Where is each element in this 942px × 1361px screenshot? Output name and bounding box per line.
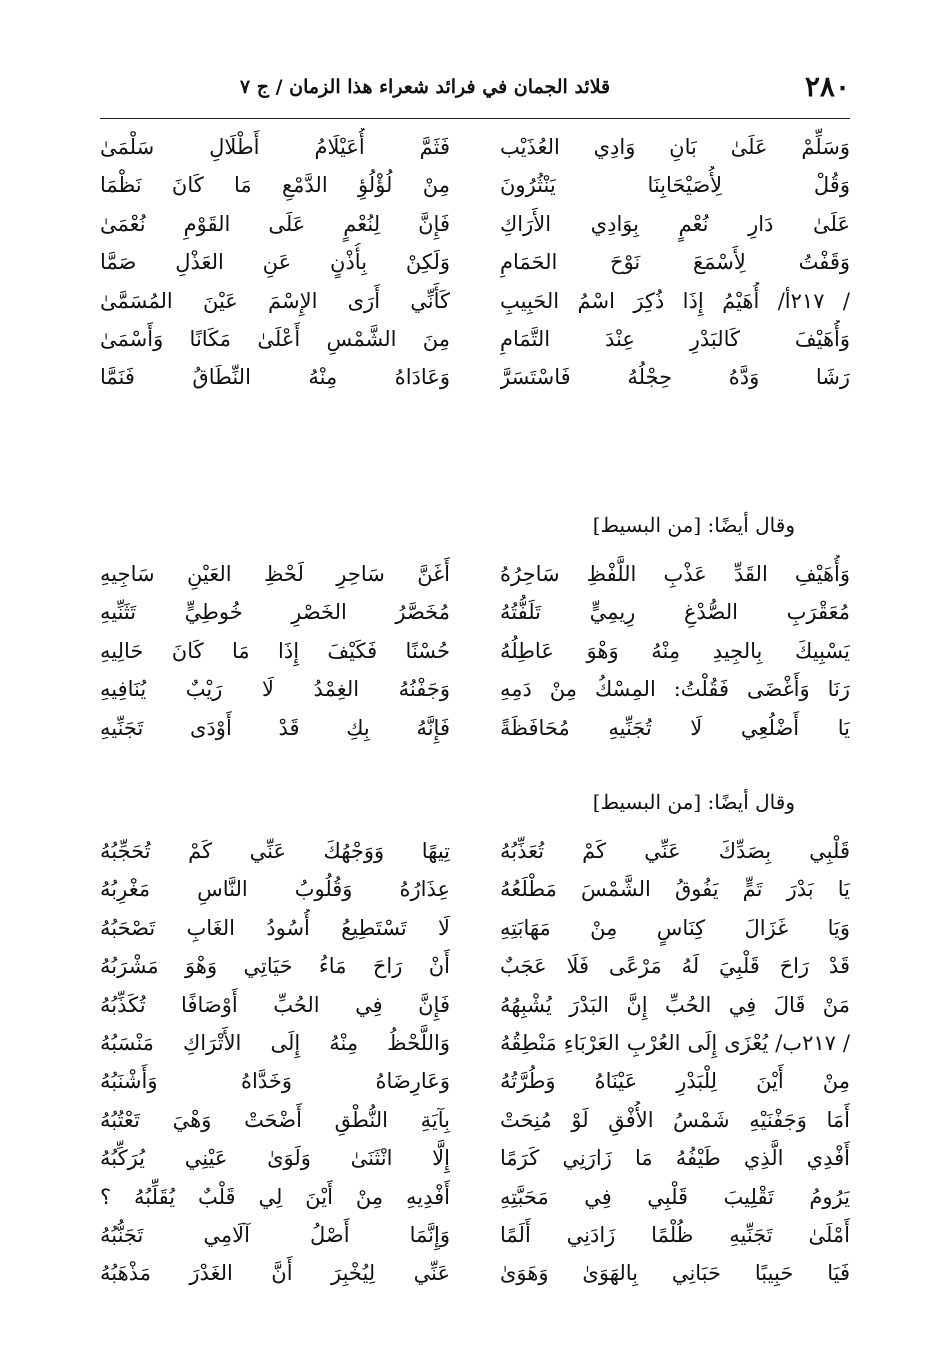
- verse-second-hemistich: حُسْنًا فَكَيْفَ إِذَا مَا كَانَ حَالِيهِ: [100, 638, 450, 663]
- verse-row: [100, 1216, 850, 1254]
- verse-second-hemistich: فَإِنَّ لِنُعْمٍ عَلَى القَوْمِ نُعْمَىٰ: [100, 211, 450, 236]
- verse-first-hemistich: فَيَا حَبِيبًا حَبَانِي بِالهَوَىٰ وَهَوَىٰ: [500, 1261, 850, 1286]
- verse-row: [100, 1139, 850, 1177]
- verse-second-hemistich: مِنَ الشَّمْسِ أَعْلَىٰ مَكَانًا وَأَسْمَىٰ: [100, 327, 450, 351]
- verse-row: [100, 166, 850, 204]
- verse-row: [100, 670, 850, 708]
- page-number: ٢٨٠: [804, 70, 850, 103]
- verse-row: [100, 709, 850, 747]
- verse-second-hemistich: عِذَارُهُ وَقُلُوبُ النَّاسِ مَغْرِبُهُ: [100, 877, 450, 902]
- verse-first-hemistich: رَنَا وَأَغْضَى فَقُلْتُ: المِسْكُ مِنْ دَمِهِ: [500, 677, 850, 702]
- verse-second-hemistich: وَعَادَاهُ مِنْهُ النِّطَاقُ فَنَمَّا: [100, 365, 450, 390]
- verse-second-hemistich: تِيهًا وَوَجْهُكَ عَنِّي كَمْ تُحَجِّبُهُ: [100, 839, 450, 863]
- verse-first-hemistich: / ٢١٧ب/ يُعْزَى إِلَى العُرْبِ العَرْبَاءِ مَنْطِقُهُ: [500, 1031, 850, 1055]
- verse-first-hemistich: يَا بَدْرَ تَمٍّ يَفُوقُ الشَّمْسَ مَطْلَعُهُ: [500, 877, 850, 902]
- verse-first-hemistich: أَفْدِي الَّذِي طَيْفُهُ مَا زَارَنِي كَرَمًا: [500, 1146, 850, 1171]
- verse-first-hemistich: وَيَا غَزَالَ كِنَاسٍ مِنْ مَهَابَتِهِ: [500, 915, 850, 940]
- verse-first-hemistich: قَدْ رَاحَ قَلْبِيَ لَهُ مَرْعًى فَلَا عَجَبٌ: [500, 954, 850, 979]
- verse-first-hemistich: وَأُهَيْفَ كَالبَدْرِ عِنْدَ التَّمَامِ: [500, 327, 850, 351]
- verse-row: [100, 128, 850, 166]
- verse-first-hemistich: أَمَا وَجَفْنَيْهِ شَمْسُ الأُفْقِ لَوْ مُنِحَتْ: [500, 1107, 850, 1132]
- verse-first-hemistich: وَقُلْ لِأُصَيْحَابِنَا يَنْثُرُونَ: [500, 173, 850, 198]
- verse-second-hemistich: وَعَارِضَاهُ وَخَدَّاهُ وَأَشْنَبُهُ: [100, 1069, 450, 1094]
- verse-second-hemistich: وَإِنَّمَا أَصْلُ آلَامِي تَجَنُّبُهُ: [100, 1223, 450, 1247]
- verse-second-hemistich: وَجَفْنُهُ الغِمْدُ لَا رَيْبٌ يُنَافِيهِ: [100, 677, 450, 702]
- verse-row: [100, 555, 850, 593]
- verse-first-hemistich: أَمْلَىٰ تَجَنِّيهِ ظُلْمًا زَادَنِي أَلَمًا: [500, 1223, 850, 1247]
- verse-row: [100, 320, 850, 358]
- verse-row: [100, 358, 850, 396]
- verse-first-hemistich: قَلْبِي بِصَدِّكَ عَنِّي كَمْ تُعَذِّبُهُ: [500, 839, 850, 863]
- verse-first-hemistich: يَرُومُ تَقْلِيبَ قَلْبِي فِي مَحَبَّتِهِ: [500, 1184, 850, 1209]
- verse-row: [100, 1062, 850, 1100]
- verse-first-hemistich: / ٢١٧أ/ أُهَيْمُ إِذَا ذُكِرَ اسْمُ الحَبِيبِ: [500, 288, 850, 313]
- verse-row: [100, 1101, 850, 1139]
- verse-first-hemistich: مِنْ أَيْنَ لِلْبَدْرِ عَيْنَاهُ وَطُرَّتُهُ: [500, 1069, 850, 1094]
- verse-second-hemistich: وَلَكِنْ بِأُذْنٍ عَنِ العَذْلِ صَمَّا: [100, 250, 450, 275]
- verse-row: [100, 1254, 850, 1292]
- verse-first-hemistich: مَنْ قَالَ فِي الحُبِّ إِنَّ البَدْرَ يُشْبِهُهُ: [500, 992, 850, 1017]
- verse-row: [100, 986, 850, 1024]
- verse-second-hemistich: لَا تَسْتَطِيعُ أُسُودُ الغَابِ تَصْحَبُهُ: [100, 915, 450, 940]
- verse-first-hemistich: يَسْبِيكَ بِالجِيدِ مِنْهُ وَهْوَ عَاطِلُهُ: [500, 638, 850, 663]
- running-title: قلائد الجمان في فرائد شعراء هذا الزمان / ج ٧: [239, 76, 611, 98]
- verse-first-hemistich: وَسَلِّمْ عَلَىٰ بَانِ وَادِي العُذَيْب: [500, 135, 850, 159]
- poem-heading: وقال أيضًا: [من البسيط]: [592, 513, 795, 537]
- verse-row: [100, 282, 850, 320]
- verse-row: [100, 1024, 850, 1062]
- page-header: [100, 70, 850, 110]
- verse-first-hemistich: وَأُهَيْفِ القَدِّ عَذْبِ اللَّفْظِ سَاحِرُهُ: [500, 562, 850, 586]
- verse-second-hemistich: عَنِّي لِيُخْبِرَ أَنَّ الغَدْرَ مَذْهَبُهُ: [100, 1261, 450, 1286]
- verse-row: [100, 832, 850, 870]
- verse-row: [100, 947, 850, 985]
- verse-second-hemistich: أَفْدِيهِ مِنْ أَيْنَ لِي قَلْبٌ يُقَلِّبُهُ ؟: [100, 1184, 450, 1209]
- verse-second-hemistich: فَإِنَّ فِي الحُبِّ أَوْصَافًا تُكَذِّبُهُ: [100, 992, 450, 1017]
- verse-row: [100, 593, 850, 631]
- verse-first-hemistich: وَقَفْتُ لِأَسْمَعَ نَوْحَ الحَمَامِ: [500, 250, 850, 275]
- verse-row: [100, 1178, 850, 1216]
- verse-second-hemistich: كَأَنِّي أَرَى الإِسْمَ عَيْنَ المُسَمَّىٰ: [100, 288, 450, 313]
- verse-first-hemistich: رَشَا وَدَّهُ حِجْلُهُ فَاسْتَسَرَّ: [500, 365, 850, 390]
- verse-second-hemistich: مُخَصَّرُ الخَصْرِ خُوطِيٍّ تَثَنِّيهِ: [100, 600, 450, 625]
- verse-second-hemistich: إِلَّا انْثَنَىٰ وَلَوَىٰ عَيْنِي يُرَكِّبُهُ: [100, 1146, 450, 1171]
- verse-second-hemistich: مِنْ لُؤْلُؤِ الدَّمْعِ مَا كَانَ نَظْمَا: [100, 173, 450, 198]
- verse-second-hemistich: فَإِنَّهُ بِكِ قَدْ أَوْدَى تَجَنِّيهِ: [100, 715, 450, 740]
- header-rule: [100, 118, 850, 119]
- verse-row: [100, 243, 850, 281]
- verse-second-hemistich: بِآيَةِ النُّطْقِ أَضْحَتْ وَهْيَ تَعْتُبُهُ: [100, 1107, 450, 1132]
- verse-second-hemistich: أَنْ رَاحَ مَاءُ حَيَاتِي وَهْوَ مَشْرَبُهُ: [100, 954, 450, 979]
- verse-second-hemistich: فَثَمَّ أُعَيْلَامُ أَطْلَالِ سَلْمَىٰ: [100, 135, 450, 159]
- verse-second-hemistich: وَاللَّحْظُ مِنْهُ إِلَى الأَتْرَاكِ مَنْسَبُهُ: [100, 1031, 450, 1055]
- poem-heading: وقال أيضًا: [من البسيط]: [592, 790, 795, 814]
- verse-first-hemistich: يَا أَضْلُعِي لَا تُجَنِّيهِ مُحَافَظَةً: [500, 715, 850, 740]
- verse-row: [100, 205, 850, 243]
- verse-first-hemistich: مُعَقْرَبِ الصُّدْغِ رِيمِيٍّ تَلَفُّتُهُ: [500, 600, 850, 625]
- verse-first-hemistich: عَلَىٰ دَارِ نُعْمٍ بِوَادِي الأَرَاكِ: [500, 211, 850, 236]
- verse-row: [100, 632, 850, 670]
- verse-row: [100, 870, 850, 908]
- verse-second-hemistich: أَغَنَّ سَاحِرِ لَحْظِ العَيْنِ سَاجِيهِ: [100, 562, 450, 586]
- verse-row: [100, 909, 850, 947]
